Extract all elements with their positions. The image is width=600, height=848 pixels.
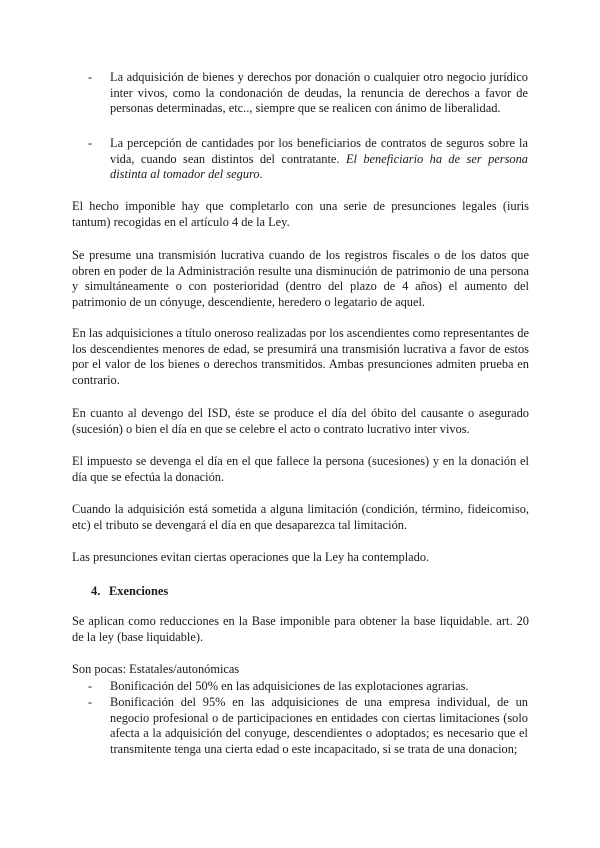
section-number: 4. [91, 584, 101, 598]
bullet-dash: - [88, 70, 93, 84]
list-item-text [110, 136, 528, 183]
bullet-dash: - [88, 679, 93, 693]
paragraph: El impuesto se devenga el día en el que fallece la persona (sucesiones) y en la donación el día que se efectúa la donación. [72, 454, 529, 484]
paragraph: Son pocas: Estatales/autonómicas [72, 662, 240, 676]
bullet-dash: - [88, 695, 93, 709]
paragraph: Las presunciones evitan ciertas operaciones que la Ley ha contemplado. [72, 550, 430, 564]
list-item-text-plain: La percepción de cantidades por los beneficiarios de contratos de seguros sobre la vida, cuando sean distintos del contratante. [110, 136, 528, 166]
bullet-dash: - [88, 136, 93, 150]
paragraph: En las adquisiciones a título oneroso realizadas por los ascendientes como representantes de los descendientes menores de edad, se presumirá una transmisión lucrativa a favor de estos por el valor de los bienes o derechos transmitidos. Ambas presunciones admiten prueba en contrario. [72, 326, 529, 387]
list-item-text: Bonificación del 95% en las adquisiciones de una empresa individual, de un negocio profesional o de participaciones en entidades con ciertas limitaciones (solo afecta a la adquisición del conyuge, descendientes o adoptados; es necesario que el transmitente tenga una cierta edad o este incapacitado, si se trata de una donacion; [110, 695, 528, 756]
list-item-text: La adquisición de bienes y derechos por donación o cualquier otro negocio jurídico inter vivos, como la condonación de deudas, la renuncia de derechos a favor de personas determinadas, etc.., siempre que se realicen con ánimo de liberalidad. [110, 70, 528, 116]
section-title: Exenciones [109, 584, 169, 598]
paragraph: El hecho imponible hay que completarlo con una serie de presunciones legales (iuris tantum) recogidas en el artículo 4 de la Ley. [72, 199, 529, 229]
list-item-text: Bonificación del 50% en las adquisiciones de las explotaciones agrarias. [110, 679, 469, 693]
list-item-emphasis: El beneficiario ha de ser persona distinta al tomador del seguro. [110, 151, 528, 182]
paragraph: Se aplican como reducciones en la Base imponible para obtener la base liquidable. art. 20 de la ley (base liquidable). [72, 614, 529, 644]
paragraph: Se presume una transmisión lucrativa cuando de los registros fiscales o de los datos que obren en poder de la Administración resulte una disminución de patrimonio de una persona y simultáneamente o con posterioridad (dentro del plazo de 4 años) el aumento del patrimonio de un cónyuge, descendiente, heredero o legatario de aquel. [72, 248, 529, 309]
section-heading [91, 584, 168, 599]
paragraph: Cuando la adquisición está sometida a alguna limitación (condición, término, fideicomiso, etc) el tributo se devengará el día en que desaparezca tal limitación. [72, 502, 529, 532]
paragraph: En cuanto al devengo del ISD, éste se produce el día del óbito del causante o asegurado (sucesión) o bien el día en que se celebre el acto o contrato lucrativo inter vivos. [72, 406, 529, 436]
